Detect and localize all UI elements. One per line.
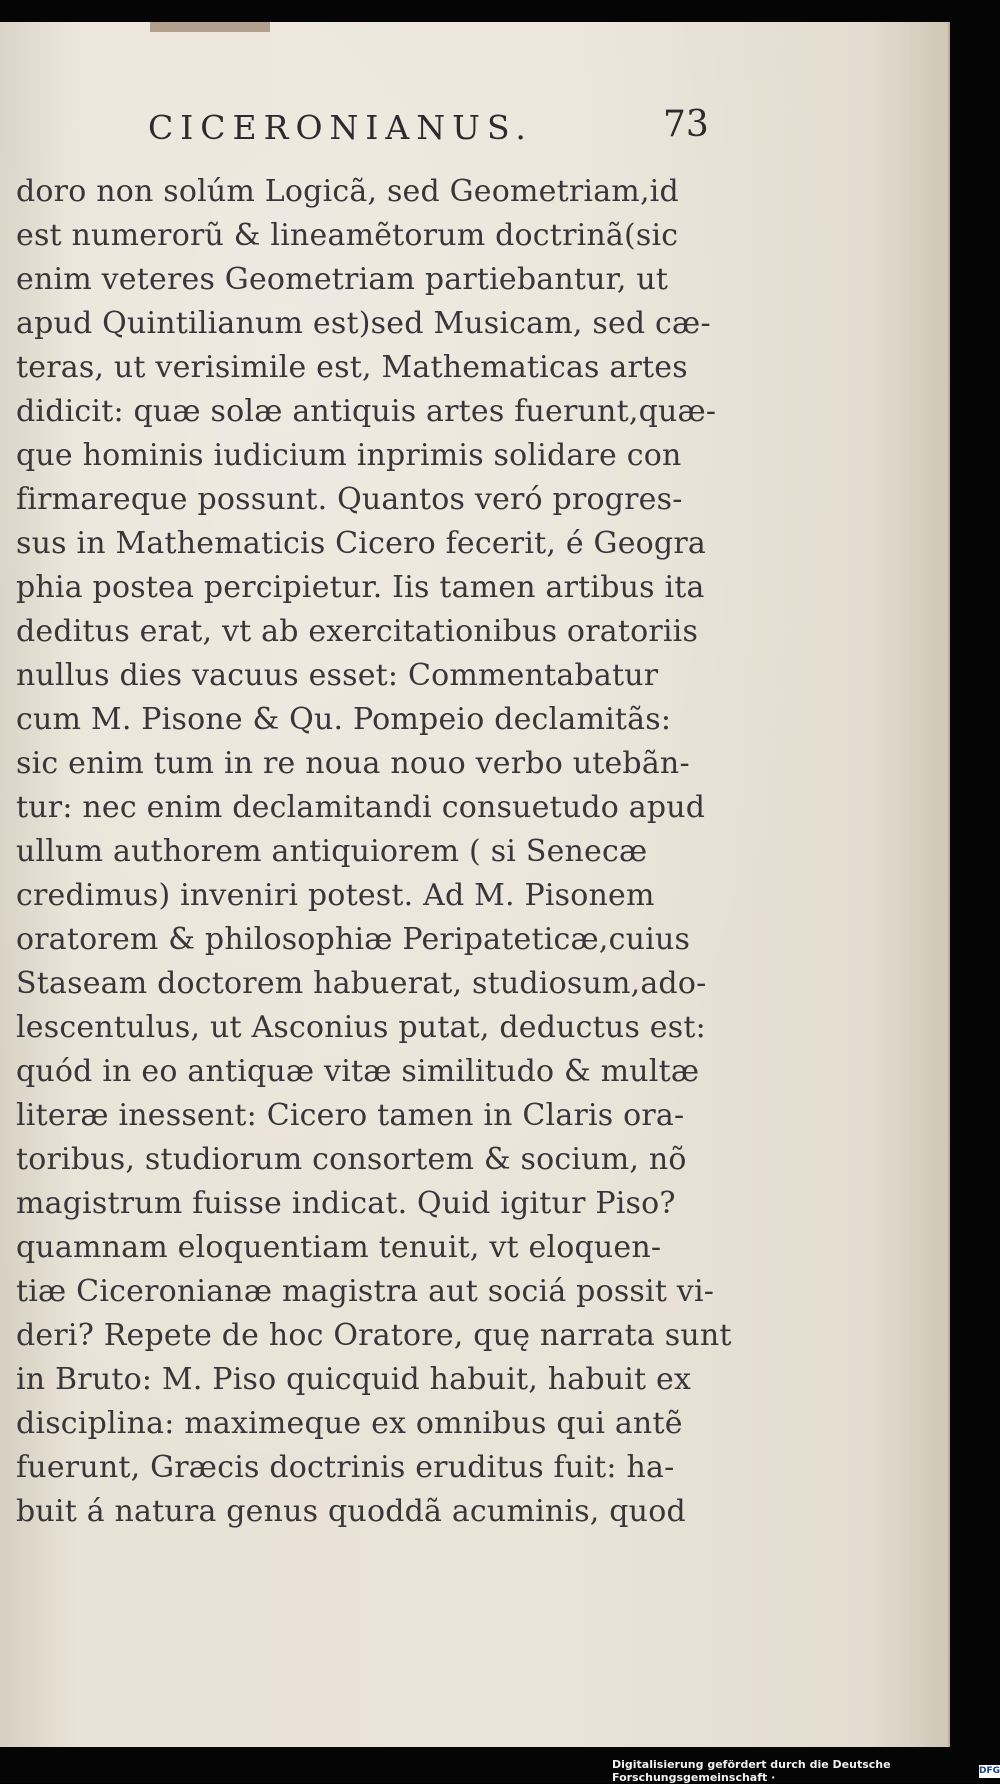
page-number: 73 xyxy=(663,104,709,145)
page-header xyxy=(148,104,748,162)
page-edge-stain xyxy=(150,22,270,32)
text-line: buit á natura genus quoddã acuminis, quod xyxy=(16,1494,686,1529)
text-line: tur: nec enim declamitandi consuetudo apud xyxy=(16,790,706,825)
text-line: sic enim tum in re noua nouo verbo utebãn- xyxy=(16,746,690,781)
text-line: toribus, studiorum consortem & socium, nõ xyxy=(16,1142,687,1177)
text-line: deditus erat, vt ab exercitationibus oratoriis xyxy=(16,614,699,649)
text-line: magistrum fuisse indicat. Quid igitur Piso? xyxy=(16,1186,676,1221)
running-head: CICERONIANUS. xyxy=(148,108,533,147)
text-line: phia postea percipietur. Iis tamen artibus ita xyxy=(16,570,705,605)
text-line: lescentulus, ut Asconius putat, deductus est: xyxy=(16,1010,706,1045)
text-line: credimus) inveniri potest. Ad M. Pisonem xyxy=(16,878,655,913)
text-line: est numerorũ & lineamẽtorum doctrinã(sic xyxy=(16,218,679,253)
digitization-credit xyxy=(612,1758,1000,1784)
body-text xyxy=(16,170,736,1534)
text-line: tiæ Ciceronianæ magistra aut sociá possit vi- xyxy=(16,1274,715,1309)
text-line: cum M. Pisone & Qu. Pompeio declamitãs: xyxy=(16,702,672,737)
text-line: doro non solúm Logicã, sed Geometriam,id xyxy=(16,174,679,209)
text-line: in Bruto: M. Piso quicquid habuit, habuit ex xyxy=(16,1362,692,1397)
dfg-logo-icon: DFG xyxy=(978,1765,1000,1776)
text-line: quód in eo antiquæ vitæ similitudo & multæ xyxy=(16,1054,700,1089)
text-line: apud Quintilianum est)sed Musicam, sed cæ- xyxy=(16,306,711,341)
text-line: firmareque possunt. Quantos veró progres- xyxy=(16,482,683,517)
text-line: oratorem & philosophiæ Peripateticæ,cuius xyxy=(16,922,691,957)
text-line: ullum authorem antiquiorem ( si Senecæ xyxy=(16,834,648,869)
text-line: didicit: quæ solæ antiquis artes fuerunt,quæ- xyxy=(16,394,717,429)
book-page xyxy=(0,22,950,1747)
text-line: disciplina: maximeque ex omnibus qui antẽ xyxy=(16,1406,683,1441)
text-line: Staseam doctorem habuerat, studiosum,ado- xyxy=(16,966,707,1001)
text-line: literæ inessent: Cicero tamen in Claris ora- xyxy=(16,1098,685,1133)
credit-text: Digitalisierung gefördert durch die Deutsche Forschungsgemeinschaft · xyxy=(612,1758,891,1784)
text-line: nullus dies vacuus esset: Commentabatur xyxy=(16,658,659,693)
text-line: sus in Mathematicis Cicero fecerit, é Geogra xyxy=(16,526,706,561)
text-line: deri? Repete de hoc Oratore, quę narrata sunt xyxy=(16,1318,732,1353)
text-line: que hominis iudicium inprimis solidare con xyxy=(16,438,682,473)
text-line: enim veteres Geometriam partiebantur, ut xyxy=(16,262,669,297)
text-line: teras, ut verisimile est, Mathematicas artes xyxy=(16,350,688,385)
text-line: quamnam eloquentiam tenuit, vt eloquen- xyxy=(16,1230,662,1265)
text-line: fuerunt, Græcis doctrinis eruditus fuit: ha- xyxy=(16,1450,675,1485)
